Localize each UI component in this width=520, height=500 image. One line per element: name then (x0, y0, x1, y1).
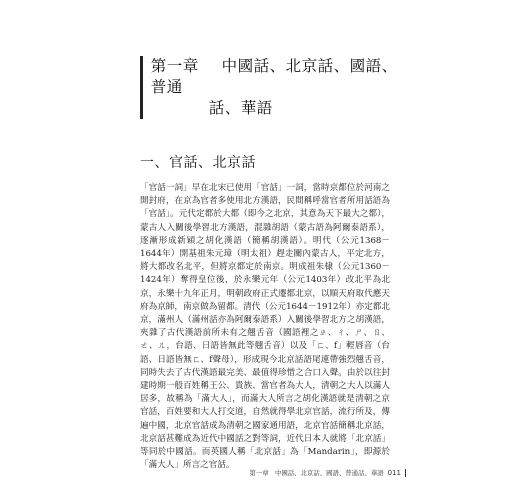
page-footer (230, 468, 406, 477)
chapter-title-line-2: 話、華語 (208, 99, 273, 117)
chapter-title-text-1: 中國話、北京話、國語、普通 (150, 57, 398, 96)
body-text (140, 182, 390, 472)
footer-rule (405, 469, 406, 477)
body-paragraph: 「官話一詞」早在北宋已使用「官話」一詞，當時京都位於河南之開封府，在京為官者多使用北方漢語，民間稱呼當官者所用話語為「官話」。元代定都於大都（即今之北京，其意為天下最大之都），蒙古人入關後學習北方漢語，混雜胡語（蒙古語為阿爾泰語系），逐漸形成新穎之胡化漢語（簡稱胡漢語）。明代（公元1368－1644年）開基祖朱元璋（明太祖）趕走關內蒙古人，平定北方，將大都改名北平，但將京都定於南京。明成祖朱棣（公元1360－1424年）奪得皇位後，於永樂元年（公元1403年）改北平為北京，永樂十九年正月，明朝政府正式遷都北京，以順天府取代應天府為京師，南京做為留都。清代（公元1644－1912年）亦定都北京，滿州人（滿州話亦為阿爾泰語系）入關後學習北方之胡漢語，夾雜了古代漢語前所未有之翹舌音（國語裡之ㄓ、ㄔ、ㄕ、ㄖ、ㄜ、ㄦ，台語、日語皆無此等翹舌音）以及「ㄈ、f」輕唇音（台語、日語皆無ㄈ、f聲母），形成現今北京話語尾連帶強烈翹舌音，同時失去了古代漢語最完美、最值得珍惜之合口入聲。由於以往封建時期一般百姓稱王公、貴族、當官者為大人，清朝之大人以滿人居多，故稱為「滿大人」，而滿大人所言之胡化漢語就是清朝之京官話，百姓要和大人打交道，自然就得學北京官話，流行所及，傳遍中國，北京官話成為清朝之國家通用語，北京官話簡稱北京話，北京話甚難成為近代中國話之對等詞，近代日本人就將「北京話」等同於中國話。而英國人稱「北京話」為「Mandarin」，即源於「滿大人」所言之官話。 (140, 183, 390, 471)
section-heading: 一、官話、北京話 (140, 155, 256, 171)
page-number: 011 (387, 468, 401, 477)
chapter-title (151, 56, 400, 119)
chapter-label: 第一章 (150, 57, 199, 75)
running-title: 第一章 中國話、北京話、國語、普通話、華語 (249, 469, 384, 477)
chapter-title-line-1 (151, 56, 400, 98)
chapter-title-block (140, 56, 400, 119)
chapter-title-rule (140, 56, 143, 119)
